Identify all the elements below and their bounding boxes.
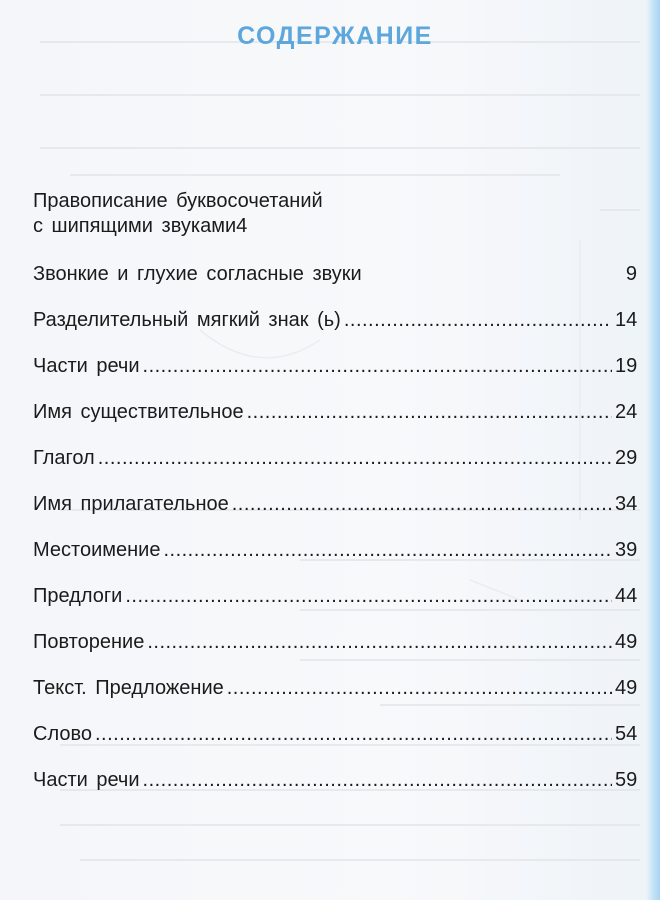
toc-entry-label: Предлоги <box>33 585 123 607</box>
toc-entry-page: 19 <box>615 355 638 377</box>
toc-entry <box>33 256 637 286</box>
page-title: СОДЕРЖАНИЕ <box>237 22 433 50</box>
toc-entry <box>33 716 637 746</box>
toc-entry <box>33 670 637 700</box>
toc-entry-page: 29 <box>615 447 638 469</box>
toc-entry-label: Части речи <box>33 355 140 377</box>
leader-dots <box>344 308 612 332</box>
leader-dots <box>232 492 612 516</box>
toc-entry <box>33 302 637 332</box>
table-of-contents <box>33 188 637 792</box>
leader-dots <box>163 538 612 562</box>
toc-entry-label: Звонкие и глухие согласные звуки <box>33 263 362 285</box>
toc-entry-label: Слово <box>33 723 92 745</box>
leader-dots <box>227 676 612 700</box>
toc-entry-page: 49 <box>615 677 638 699</box>
toc-entry-label: Части речи <box>33 769 140 791</box>
toc-entry <box>33 624 637 654</box>
toc-entry <box>33 486 637 516</box>
toc-entry-page: 54 <box>615 723 638 745</box>
toc-entry-page: 44 <box>615 585 638 607</box>
toc-entry <box>33 532 637 562</box>
toc-entry-label: Глагол <box>33 447 95 469</box>
page-edge-strip <box>646 0 660 900</box>
leader-dots <box>247 400 612 424</box>
toc-entry-page: 34 <box>615 493 638 515</box>
toc-entry <box>33 394 637 424</box>
toc-entry-page: 39 <box>615 539 638 561</box>
toc-entry-page: 14 <box>615 309 638 331</box>
toc-entry-page: 24 <box>615 401 638 423</box>
toc-entry-label: Текст. Предложение <box>33 677 224 699</box>
toc-entry <box>33 578 637 608</box>
leader-dots <box>143 354 612 378</box>
toc-entry-label: Имя прилагательное <box>33 493 229 515</box>
toc-entry-label: Местоимение <box>33 539 161 561</box>
toc-entry-label: Повторение <box>33 631 145 653</box>
toc-entry-page: 59 <box>615 769 638 791</box>
toc-entry-page: 4 <box>236 215 248 237</box>
toc-entry-label: Имя существительное <box>33 401 244 423</box>
toc-entry <box>33 440 637 470</box>
toc-entry-label: с шипящими звуками <box>33 215 237 237</box>
leader-dots <box>143 768 612 792</box>
toc-entry <box>33 348 637 378</box>
leader-dots <box>98 446 612 470</box>
toc-entry-line2 <box>33 214 637 238</box>
toc-entry-label: Разделительный мягкий знак (ь) <box>33 309 341 331</box>
toc-entry-page: 9 <box>625 263 637 285</box>
toc-entry <box>33 762 637 792</box>
leader-dots <box>147 630 612 654</box>
leader-dots <box>125 584 612 608</box>
toc-entry-label-line1: Правописание буквосочетаний <box>33 190 323 212</box>
toc-entry-page: 49 <box>615 631 638 653</box>
toc-entry <box>33 188 637 254</box>
leader-dots <box>95 722 612 746</box>
